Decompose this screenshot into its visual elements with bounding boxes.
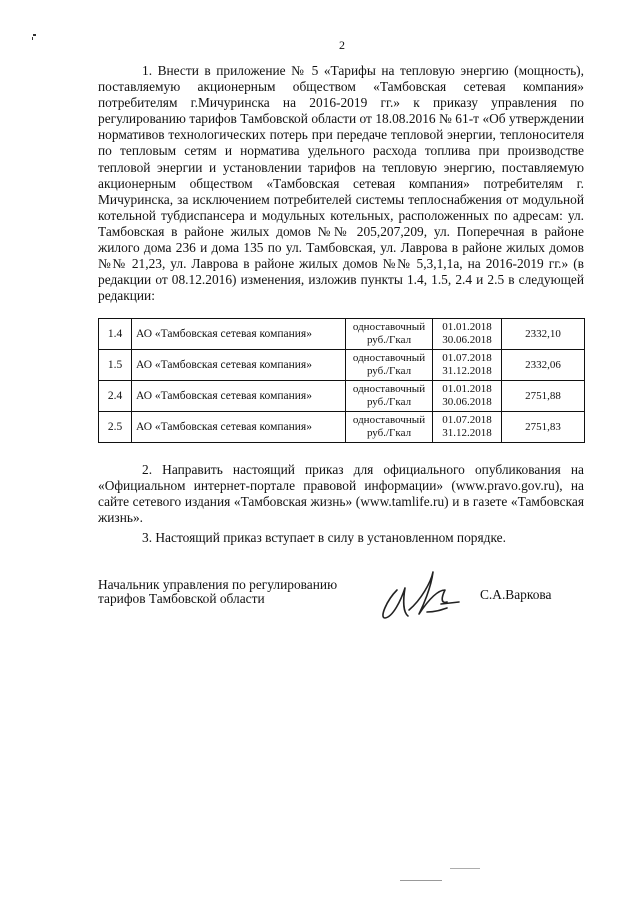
signatory-title-line: Начальник управления по регулированию bbox=[98, 577, 338, 592]
period-end: 30.06.2018 bbox=[442, 334, 492, 346]
scan-line bbox=[450, 868, 480, 869]
tariff-unit bbox=[346, 350, 433, 381]
table-row bbox=[99, 350, 585, 381]
tariff-type: одноставочный bbox=[352, 321, 426, 333]
tariff-unit bbox=[346, 412, 433, 443]
period-end: 31.12.2018 bbox=[442, 365, 492, 377]
tariff-measure: руб./Гкал bbox=[366, 396, 412, 408]
tariff-value: 2332,10 bbox=[502, 319, 585, 350]
paragraph-effective: 3. Настоящий приказ вступает в силу в установленном порядке. bbox=[142, 530, 506, 545]
period-start: 01.01.2018 bbox=[442, 321, 492, 333]
organization-name: АО «Тамбовская сетевая компания» bbox=[132, 319, 346, 350]
tariff-measure: руб./Гкал bbox=[366, 334, 412, 346]
period-end: 31.12.2018 bbox=[442, 427, 492, 439]
scan-line bbox=[400, 880, 442, 881]
tariff-measure: руб./Гкал bbox=[366, 427, 412, 439]
paragraph-amendment: 1. Внести в приложение № 5 «Тарифы на тепловую энергию (мощность), поставляемую акционерным обществом «Тамбовская сетевая компания» потребителям г.Мичуринска на 2016-2019 гг.» к приказу управления по регулированию тарифов Тамбовской области от 18.08.2016 № 61-т «Об утверждении нормативов технологических потерь при передаче тепловой энергии, теплоносителя по тепловым сетям и норматива удельного расхода топлива при производстве тепловой энергии и установлении тарифов на тепловую энергию, поставляемую акционерным обществом «Тамбовская сетевая компания» потребителям г. Мичуринска, за исключением потребителей системы теплоснабжения от модульной котельной тубдиспансера и модульных котельных, расположенных по адресам: ул. Тамбовская в районе жилых домов №№ 205,207,209, ул. Поперечная в районе жилого дома 236 и дома 135 по ул. Тамбовская, ул. Лаврова в районе жилых домов №№ 21,23, ул. Лаврова в районе жилых домов №№ 5,3,1,1а, на 2016-2019 гг.» (в редакции от 08.12.2016) изменения, изложив пункты 1.4, 1.5, 2.4 и 2.5 в следующей редакции: bbox=[98, 63, 584, 304]
tariffs-table bbox=[98, 318, 585, 443]
tariff-period bbox=[433, 412, 502, 443]
scan-speck bbox=[33, 34, 36, 36]
organization-name: АО «Тамбовская сетевая компания» bbox=[132, 412, 346, 443]
period-start: 01.07.2018 bbox=[442, 414, 492, 426]
period-end: 30.06.2018 bbox=[442, 396, 492, 408]
tariff-type: одноставочный bbox=[352, 414, 426, 426]
tariff-period bbox=[433, 350, 502, 381]
row-number: 2.4 bbox=[99, 381, 132, 412]
tariff-value: 2332,06 bbox=[502, 350, 585, 381]
paragraph-publication: 2. Направить настоящий приказ для официального опубликования на «Официальном интернет-портале правовой информации» (www.pravo.gov.ru), на сайте сетевого издания «Тамбовская жизнь» (www.tamlife.ru) и в газете «Тамбовская жизнь». bbox=[98, 462, 584, 526]
tariff-type: одноставочный bbox=[352, 383, 426, 395]
organization-name: АО «Тамбовская сетевая компания» bbox=[132, 381, 346, 412]
tariff-unit bbox=[346, 381, 433, 412]
row-number: 2.5 bbox=[99, 412, 132, 443]
row-number: 1.5 bbox=[99, 350, 132, 381]
tariff-period bbox=[433, 319, 502, 350]
tariff-value: 2751,83 bbox=[502, 412, 585, 443]
period-start: 01.07.2018 bbox=[442, 352, 492, 364]
organization-name: АО «Тамбовская сетевая компания» bbox=[132, 350, 346, 381]
signatory-title bbox=[98, 578, 337, 606]
tariff-unit bbox=[346, 319, 433, 350]
handwritten-signature bbox=[375, 560, 475, 622]
tariff-type: одноставочный bbox=[352, 352, 426, 364]
table-row bbox=[99, 381, 585, 412]
period-start: 01.01.2018 bbox=[442, 383, 492, 395]
tariff-measure: руб./Гкал bbox=[366, 365, 412, 377]
scan-speck bbox=[32, 37, 33, 40]
table-row bbox=[99, 319, 585, 350]
row-number: 1.4 bbox=[99, 319, 132, 350]
page-number: 2 bbox=[339, 38, 345, 52]
signer-name: С.А.Варкова bbox=[480, 587, 552, 602]
signatory-title-line: тарифов Тамбовской области bbox=[98, 591, 265, 606]
table-row bbox=[99, 412, 585, 443]
tariff-period bbox=[433, 381, 502, 412]
tariff-value: 2751,88 bbox=[502, 381, 585, 412]
